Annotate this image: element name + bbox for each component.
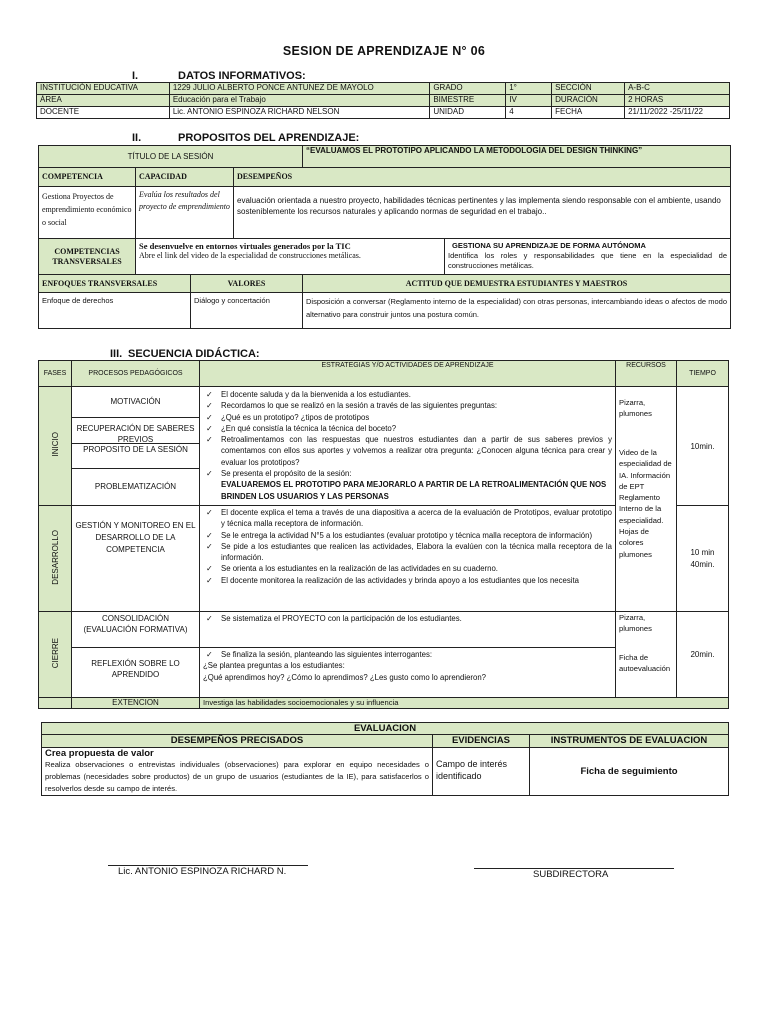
proceso-recuperacion: RECUPERACIÓN DE SABERES PREVIOS [76,424,195,444]
header-instrumentos: INSTRUMENTOS DE EVALUACION [530,735,729,748]
info-value-seccion: A-B-C [625,83,730,95]
section-3-label: SECUENCIA DIDÁCTICA: [128,348,260,360]
propositos-table [38,145,731,329]
fase-cierre-cell [39,612,72,698]
evaluacion-table [41,722,729,796]
ct-tic-title: Se desenvuelve en entornos virtuales generados por la TIC [139,241,351,251]
ct-tic-text: Abre el link del video de la especialidad de construcciones metálicas. [139,251,361,260]
check-icon: ✓ [206,564,213,574]
header-capacidad: CAPACIDAD [136,168,234,187]
reflexion-list [203,649,612,660]
reflexion-line: ¿Qué aprendimos hoy? ¿Cómo lo aprendimos? ¿Les gusto como lo aprendieron? [203,672,487,682]
section-2-number: II. [132,132,142,144]
evaluacion-title: EVALUACION [42,723,729,735]
recurso-cierre: Ficha de autoevaluación [619,653,671,674]
fase-cierre: CIERRE [50,637,60,669]
desempeno-value: evaluación orientada a nuestro proyecto, habilidades técnicas pertinentes y las implementa siendo responsable con el ambiente, usando sosteniblemente los recursos naturales y aplicando normas de seguridad en el trabajo.. [234,187,731,239]
reflexion-item: ✓ Se finaliza la sesión, planteando las siguientes interrogantes: [206,650,433,659]
capacidad-value: Evalúa los resultados del proyecto de emprendimiento [136,187,234,239]
tiempo-cierre: 20min. [677,612,729,698]
enfoque-value: Enfoque de derechos [39,293,191,329]
ct-autonoma-text: Identifica los roles y responsabilidades que tiene en la especialidad de construcciones metálicas. [448,251,728,270]
info-value-duracion: 2 HORAS [625,95,730,107]
desempeno-precisado-title: Crea propuesta de valor [45,748,154,759]
check-icon: ✓ [206,401,213,411]
desarrollo-list [203,507,612,586]
header-recursos: RECURSOS [616,361,677,387]
reflexion-line: ¿Se plantea preguntas a los estudiantes: [203,661,345,671]
check-icon: ✓ [206,508,213,517]
header-enfoques: ENFOQUES TRANSVERSALES [39,275,191,293]
proceso-motivacion: MOTIVACIÓN [72,387,199,418]
check-icon: ✓ [206,412,213,422]
header-valores: VALORES [191,275,303,293]
desarrollo-item: ✓ Se pide a los estudiantes que realicen las actividades, Elabora la evalúen con la técnica malla receptora de la información. [206,541,612,563]
instrumento-value: Ficha de seguimiento [530,748,729,796]
titulo-sesion-value: “EVALUAMOS EL PROTOTIPO APLICANDO LA METODOLOGIA DEL DESIGN THINKING” [303,146,731,168]
signature-subdirectora: SUBDIRECTORA [533,869,609,880]
inicio-item: ✓ Se presenta el propósito de la sesión: [206,469,352,479]
header-actitud: ACTITUD QUE DEMUESTRA ESTUDIANTES Y MAESTROS [303,275,731,293]
header-tiempo: TIEMPO [677,361,729,387]
header-procesos: PROCESOS PEDAGÓGICOS [72,361,200,387]
ct-autonoma-title: GESTIONA SU APRENDIZAJE DE FORMA AUTÓNOMA [452,241,646,250]
check-icon: ✓ [206,469,213,479]
inicio-item: ✓ ¿Qué es un prototipo? ¿tipos de prototipos [206,412,370,422]
consolidacion-list [203,613,612,624]
consolidacion-item: ✓ Se sistematiza el PROYECTO con la participación de los estudiantes. [206,614,462,623]
tiempo-inicio: 10min. [677,387,729,506]
info-table [36,82,730,119]
info-value-bimestre: IV [506,95,552,107]
page-title: SESION DE APRENDIZAJE N° 06 [282,44,486,58]
tiempo-desarrollo: 10 min 40min. [677,506,729,612]
info-value-institucion: 1229 JULIO ALBERTO PONCE ANTUNEZ DE MAYOLO [169,83,430,95]
extension-text: Investiga las habilidades socioemocionales y su influencia [200,698,729,709]
valor-value: Diálogo y concertación [191,293,303,329]
inicio-item: ✓ Recordamos lo que se realizó en la sesión a través de las siguientes preguntas: [206,401,498,411]
inicio-item: ✓ Retroalimentamos con las respuestas que nuestros estudiantes dan a partir de sus saberes previos y comentamos con ellos sus aportes y volvemos a realizar otra pregunta: ¿Conocen alguna técnica para crear y evaluar los prototipos? [206,435,612,467]
estrategias-desarrollo-cell [200,506,616,612]
header-estrategias: ESTRATEGIAS Y/O ACTIVIDADES DE APRENDIZAJE [200,361,616,387]
recursos-cell [616,387,677,612]
recurso-desarrollo: Video de la especialidad de IA. Información de EPT Reglamento Interno de la especialidad. Hojas de colores plumones [619,448,672,559]
inicio-item: ✓ ¿En qué consistía la técnica la técnica del boceto? [206,423,397,433]
estrategias-cierre-cell [200,612,616,698]
info-label-grado: GRADO [430,83,506,95]
info-label-area: ÁREA [37,95,170,107]
info-label-duracion: DURACIÓN [552,95,625,107]
proceso-proposito: PROPOSITO DE LA SESIÓN [72,443,199,469]
procesos-inicio-cell [72,387,200,506]
desarrollo-item: ✓ Se le entrega la actividad N°5 a los estudiantes (evaluar prototipo y técnica malla receptora de información) [206,530,593,540]
fase-desarrollo: DESARROLLO [50,529,60,585]
info-value-grado: 1° [506,83,552,95]
check-icon: ✓ [206,650,213,659]
recurso-consolidacion: Pizarra, plumones [619,613,652,634]
header-desempenos: DESEMPEÑOS [234,168,731,187]
info-value-area: Educación para el Trabajo [169,95,430,107]
info-value-unidad: 4 [506,107,552,119]
section-1-number: I. [132,70,139,82]
info-label-fecha: FECHA [552,107,625,119]
check-icon: ✓ [206,390,213,399]
proceso-problematizacion: PROBLEMATIZACIÓN [94,482,177,491]
check-icon: ✓ [206,423,213,433]
desempeno-precisado-cell [42,748,433,796]
actitud-value: Disposición a conversar (Reglamento interno de la especialidad) con otras personas, intercambiando ideas o afectos de modo alternativo para construir juntos una postura común. [303,293,731,329]
fase-inicio: INICIO [50,432,60,457]
check-icon: ✓ [206,530,213,540]
info-label-unidad: UNIDAD [430,107,506,119]
inicio-item: ✓ El docente saluda y da la bienvenida a los estudiantes. [206,390,411,399]
section-3-number: III. [110,348,123,360]
fase-inicio-cell [39,387,72,506]
check-icon: ✓ [206,575,213,585]
ct-tic-cell [136,239,445,275]
info-label-docente: DOCENTE [37,107,170,119]
info-value-fecha: 21/11/2022 -25/11/22 [625,107,730,119]
competencias-transversales-label: COMPETENCIAS TRANSVERSALES [39,239,136,275]
header-fases: FASES [39,361,72,387]
header-evidencias: EVIDENCIAS [433,735,530,748]
section-1-label: DATOS INFORMATIVOS: [178,70,306,82]
evidencia-value: Campo de interés identificado [433,748,530,796]
check-icon: ✓ [206,541,213,551]
info-label-institucion: INSTITUCIÓN EDUCATIVA [37,83,170,95]
info-value-docente: Lic. ANTONIO ESPINOZA RICHARD NELSON [169,107,430,119]
proceso-reflexion: REFLEXIÓN SOBRE LO APRENDIDO [91,659,180,679]
signature-docente: Lic. ANTONIO ESPINOZA RICHARD N. [118,866,287,877]
titulo-sesion-label: TÍTULO DE LA SESIÓN [39,146,303,168]
estrategias-inicio-cell [200,387,616,506]
recurso-inicio: Pizarra, plumones [619,398,652,419]
recursos-cierre-cell [616,612,677,698]
proceso-consolidacion: CONSOLIDACIÓN (EVALUACIÓN FORMATIVA) [72,612,199,648]
fase-desarrollo-cell [39,506,72,612]
proceso-gestion: GESTIÓN Y MONITOREO EN EL DESARROLLO DE LA COMPETENCIA [72,506,200,612]
secuencia-table [38,360,729,709]
header-desempenos-precisados: DESEMPEÑOS PRECISADOS [42,735,433,748]
desempeno-precisado-text: Realiza observaciones o entrevistas individuales (observaciones) para explorar en equipo necesidades o problemas (necesidades sobre productos) de un grupo de usuarios (estudiantes de la IE), para satisfacerlos o resolverlos desde su campo de interés. [45,760,429,793]
ct-autonoma-cell [445,239,731,275]
inicio-proposito-bold: EVALUAREMOS EL PROTOTIPO PARA MEJORARLO A PARTIR DE LA RETROALIMENTACIÓN QUE NOS BRINDEN LOS USUARIOS Y LAS PERSONAS [221,480,607,501]
desarrollo-item: ✓ El docente monitorea la realización de las actividades y brinda apoyo a los estudiantes que los necesita [206,575,580,585]
desarrollo-item: ✓ Se orienta a los estudiantes en la realización de las actividades en su cuaderno. [206,564,498,574]
header-competencia: COMPETENCIA [39,168,136,187]
section-2-label: PROPOSITOS DEL APRENDIZAJE: [178,132,360,144]
check-icon: ✓ [206,614,213,623]
competencia-value: Gestiona Proyectos de emprendimiento económico o social [39,187,136,239]
check-icon: ✓ [206,435,213,445]
proceso-extension: EXTENCION [72,698,200,709]
info-label-bimestre: BIMESTRE [430,95,506,107]
inicio-list [203,389,612,479]
procesos-cierre-cell [72,612,200,698]
desarrollo-item: ✓ El docente explica el tema a través de una diapositiva a acerca de la evaluación de Prototipos, evaluar prototipo y técnica malla receptora de información. [206,508,612,529]
info-label-seccion: SECCIÓN [552,83,625,95]
